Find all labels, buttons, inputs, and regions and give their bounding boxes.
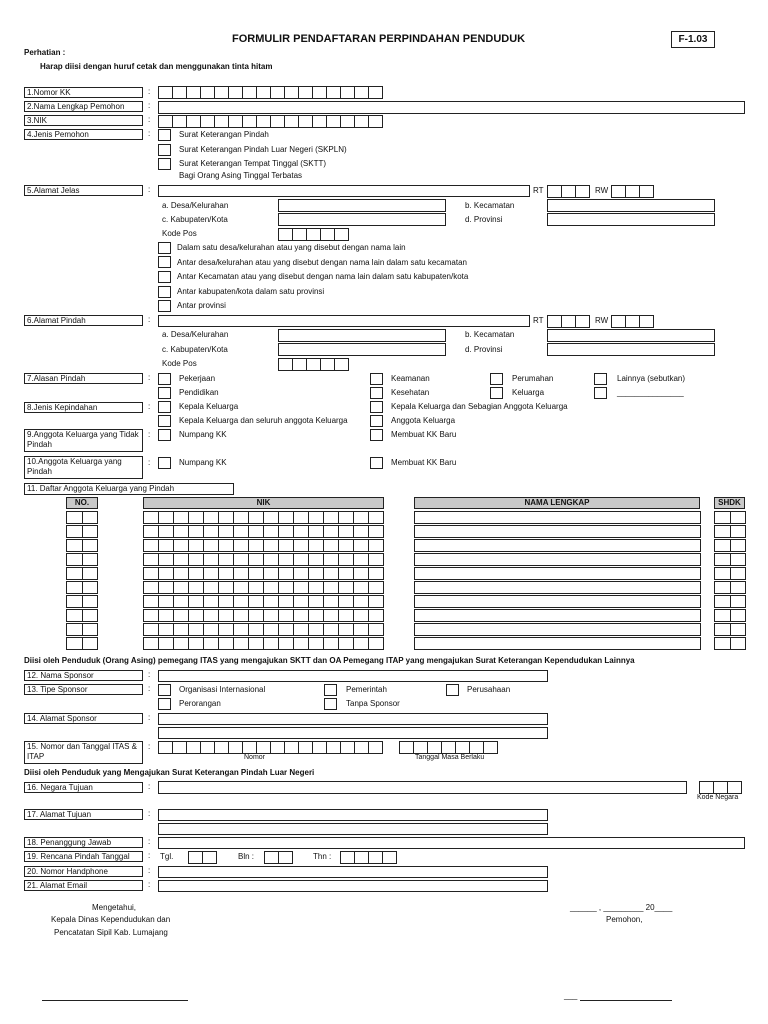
kepindahan-kk-seluruh: Kepala Keluarga dan seluruh anggota Keluarga	[179, 416, 348, 425]
label-nama-sponsor: 12. Nama Sponsor	[24, 670, 143, 681]
kecamatan-label: b. Kecamatan	[465, 330, 515, 339]
colon: :	[148, 115, 151, 124]
penanggung-jawab-input[interactable]	[158, 837, 745, 849]
colon: :	[148, 782, 151, 791]
label-jenis-kepindahan: 8.Jenis Kepindahan	[24, 402, 143, 413]
table-row-nama[interactable]	[414, 609, 700, 622]
checkbox-sktt[interactable]	[158, 158, 171, 170]
desa-pindah-input[interactable]	[278, 329, 446, 342]
nama-sponsor-input[interactable]	[158, 670, 548, 682]
sponsor-perusahaan: Perusahaan	[467, 685, 511, 694]
option-skpln: Surat Keterangan Pindah Luar Negeri (SKPLN)	[179, 145, 347, 154]
thn-label: Thn :	[313, 852, 332, 861]
notice-text: Harap diisi dengan huruf cetak dan menggunakan tinta hitam	[40, 62, 273, 71]
table-row-nama[interactable]	[414, 567, 700, 580]
checkbox-perusahaan[interactable]	[446, 684, 459, 696]
table-row-nik[interactable]	[143, 553, 383, 566]
sign-mengetahui: Mengetahui,	[92, 903, 137, 912]
foreign-heading: Diisi oleh Penduduk (Orang Asing) pemegang ITAS yang mengajukan SKTT dan OA Pemegang ITAP yang mengajukan Surat Keterangan Kependudukan Lainnya	[24, 656, 635, 665]
email-input[interactable]	[158, 880, 548, 892]
table-row-no[interactable]	[66, 609, 97, 622]
checkbox-kk[interactable]	[158, 401, 171, 413]
thn-input[interactable]	[340, 851, 396, 864]
label-anggota-pindah: 10.Anggota Keluarga yang Pindah	[24, 456, 143, 479]
table-row-nik[interactable]	[143, 595, 383, 608]
kecamatan-pindah-input[interactable]	[547, 329, 715, 342]
checkbox-klas-5[interactable]	[158, 300, 171, 312]
desa-input[interactable]	[278, 199, 446, 212]
sign-pencatatan: Pencatatan Sipil Kab. Lumajang	[54, 928, 168, 937]
kk-baru-2: Membuat KK Baru	[391, 458, 457, 467]
klas-4: Antar kabupaten/kota dalam satu provinsi	[177, 287, 325, 296]
nik-input[interactable]	[158, 115, 382, 128]
table-row-nik[interactable]	[143, 637, 383, 650]
sign-date[interactable]: ______ , _________ 20____	[570, 903, 673, 912]
itas-nomor-input[interactable]	[158, 741, 382, 754]
colon: :	[148, 670, 151, 679]
checkbox-org-internasional[interactable]	[158, 684, 171, 696]
label-jenis-pemohon: 4.Jenis Pemohon	[24, 129, 143, 140]
table-row-shdk[interactable]	[714, 553, 745, 566]
checkbox-numpang-kk-2[interactable]	[158, 457, 171, 469]
sign-kepala-dinas: Kepala Dinas Kependudukan dan	[51, 915, 171, 924]
table-row-shdk[interactable]	[714, 609, 745, 622]
colon: :	[148, 373, 151, 382]
klas-1: Dalam satu desa/kelurahan atau yang disebut dengan nama lain	[177, 243, 406, 252]
rt-label: RT	[533, 186, 544, 195]
colon: :	[148, 87, 151, 96]
rt-input[interactable]	[547, 185, 589, 198]
desa-label: a. Desa/Kelurahan	[162, 201, 229, 210]
checkbox-keluarga[interactable]	[490, 387, 503, 399]
table-row-shdk[interactable]	[714, 539, 745, 552]
kodepos-label: Kode Pos	[162, 359, 197, 368]
alasan-perumahan: Perumahan	[512, 374, 554, 383]
table-header-no: NO.	[66, 497, 98, 509]
colon: :	[148, 837, 151, 846]
nama-pemohon-input[interactable]	[158, 101, 745, 114]
label-nama-pemohon: 2.Nama Lengkap Pemohon	[24, 101, 143, 112]
sponsor-tanpa: Tanpa Sponsor	[346, 699, 400, 708]
table-header-nama: NAMA LENGKAP	[414, 497, 700, 509]
label-email: 21. Alamat Email	[24, 880, 143, 891]
label-nik: 3.NIK	[24, 115, 143, 126]
colon: :	[148, 315, 151, 324]
kecamatan-input[interactable]	[547, 199, 715, 212]
kecamatan-label: b. Kecamatan	[465, 201, 515, 210]
alamat-sponsor-input-1[interactable]	[158, 713, 548, 725]
signature-line-left	[42, 1000, 188, 1001]
table-row-no[interactable]	[66, 553, 97, 566]
colon: :	[148, 430, 151, 439]
colon: :	[148, 880, 151, 889]
kode-negara-caption: Kode Negara	[697, 794, 739, 801]
table-row-nama[interactable]	[414, 553, 700, 566]
kepindahan-anggota: Anggota Keluarga	[391, 416, 456, 425]
alasan-lainnya-line[interactable]: _______________	[617, 388, 684, 397]
rt-pindah-input[interactable]	[547, 315, 589, 328]
colon: :	[148, 129, 151, 138]
kabupaten-input[interactable]	[278, 213, 446, 226]
alasan-lainnya: Lainnya (sebutkan)	[617, 374, 686, 383]
checkbox-anggota[interactable]	[370, 415, 383, 427]
nomor-hp-input[interactable]	[158, 866, 548, 878]
bln-label: Bln :	[238, 852, 255, 861]
checkbox-skpln[interactable]	[158, 144, 171, 156]
table-row-no[interactable]	[66, 525, 97, 538]
label-negara-tujuan: 16. Negara Tujuan	[24, 782, 143, 793]
alamat-jelas-input[interactable]	[158, 185, 530, 197]
alamat-tujuan-input-1[interactable]	[158, 809, 548, 821]
klas-3: Antar Kecamatan atau yang disebut dengan nama lain dalam satu kabupaten/kota	[177, 272, 469, 281]
colon: :	[148, 809, 151, 818]
kodepos-label: Kode Pos	[162, 229, 197, 238]
checkbox-kk-baru-2[interactable]	[370, 457, 383, 469]
signature-line-right	[580, 1000, 672, 1001]
table-row-nama[interactable]	[414, 511, 700, 524]
table-row-no[interactable]	[66, 539, 97, 552]
checkbox-kk-sebagian[interactable]	[370, 401, 383, 413]
option-sktt-note: Bagi Orang Asing Tinggal Terbatas	[179, 171, 303, 180]
kabupaten-pindah-input[interactable]	[278, 343, 446, 356]
checkbox-klas-3[interactable]	[158, 271, 171, 283]
form-code-text: F-1.03	[678, 34, 708, 45]
table-row-nama[interactable]	[414, 637, 700, 650]
checkbox-kesehatan[interactable]	[370, 387, 383, 399]
colon: :	[148, 684, 151, 693]
table-row-no[interactable]	[66, 637, 97, 650]
table-row-shdk[interactable]	[714, 623, 745, 636]
sign-pemohon: Pemohon,	[606, 915, 643, 924]
numpang-kk-1: Numpang KK	[179, 430, 227, 439]
klas-5: Antar provinsi	[177, 301, 226, 310]
alamat-tujuan-input-2[interactable]	[158, 823, 548, 835]
provinsi-pindah-input[interactable]	[547, 343, 715, 356]
alamat-pindah-input[interactable]	[158, 315, 530, 327]
kepindahan-kk: Kepala Keluarga	[179, 402, 239, 411]
label-alamat-jelas: 5.Alamat Jelas	[24, 185, 143, 196]
label-nomor-hp: 20. Nomor Handphone	[24, 866, 143, 877]
checkbox-klas-1[interactable]	[158, 242, 171, 254]
label-penanggung-jawab: 18. Penanggung Jawab	[24, 837, 143, 848]
table-row-nik[interactable]	[143, 525, 383, 538]
colon: :	[148, 851, 151, 860]
checkbox-kk-baru-1[interactable]	[370, 429, 383, 441]
rt-label: RT	[533, 316, 544, 325]
kk-baru-1: Membuat KK Baru	[391, 430, 457, 439]
label-alasan-pindah: 7.Alasan Pindah	[24, 373, 143, 384]
sponsor-org: Organisasi Internasional	[179, 685, 266, 694]
table-row-nik[interactable]	[143, 539, 383, 552]
sponsor-pemerintah: Pemerintah	[346, 685, 387, 694]
klas-2: Antar desa/kelurahan atau yang disebut dengan nama lain dalam satu kecamatan	[177, 258, 467, 267]
checkbox-lainnya-2[interactable]	[594, 387, 607, 399]
label-tipe-sponsor: 13. Tipe Sponsor	[24, 684, 143, 695]
table-row-shdk[interactable]	[714, 581, 745, 594]
checkbox-klas-2[interactable]	[158, 256, 171, 268]
table-row-nama[interactable]	[414, 623, 700, 636]
form-title: FORMULIR PENDAFTARAN PERPINDAHAN PENDUDUK	[232, 33, 526, 45]
kabupaten-label: c. Kabupaten/Kota	[162, 215, 228, 224]
checkbox-tanpa-sponsor[interactable]	[324, 698, 337, 710]
table-row-no[interactable]	[66, 511, 97, 524]
alasan-keluarga: Keluarga	[512, 388, 545, 397]
checkbox-pendidikan[interactable]	[158, 387, 171, 399]
table-row-nik[interactable]	[143, 511, 383, 524]
colon: :	[148, 713, 151, 722]
desa-label: a. Desa/Kelurahan	[162, 330, 229, 339]
label-alamat-tujuan: 17. Alamat Tujuan	[24, 809, 143, 820]
table-row-no[interactable]	[66, 595, 97, 608]
checkbox-keamanan[interactable]	[370, 373, 383, 385]
table-row-shdk[interactable]	[714, 567, 745, 580]
rw-label: RW	[595, 316, 609, 325]
alasan-keamanan: Keamanan	[391, 374, 430, 383]
nomor-kk-input[interactable]	[158, 86, 382, 99]
tgl-input[interactable]	[188, 851, 216, 864]
sign-right-mark: ___	[564, 991, 578, 1000]
table-row-shdk[interactable]	[714, 637, 745, 650]
table-header-shdk: SHDK	[714, 497, 745, 509]
negara-tujuan-input[interactable]	[158, 781, 687, 794]
table-row-nama[interactable]	[414, 525, 700, 538]
numpang-kk-2: Numpang KK	[179, 458, 227, 467]
colon: :	[148, 742, 151, 751]
alasan-kesehatan: Kesehatan	[391, 388, 430, 397]
checkbox-lainnya[interactable]	[594, 373, 607, 385]
abroad-heading: Diisi oleh Penduduk yang Mengajukan Surat Keterangan Pindah Luar Negeri	[24, 768, 315, 777]
colon: :	[148, 185, 151, 194]
sponsor-perorangan: Perorangan	[179, 699, 221, 708]
itas-nomor-caption: Nomor	[244, 754, 266, 761]
checkbox-kk-seluruh[interactable]	[158, 415, 171, 427]
table-header-nik: NIK	[143, 497, 384, 509]
form-code	[671, 31, 715, 48]
alamat-sponsor-input-2[interactable]	[158, 727, 548, 739]
rw-pindah-input[interactable]	[611, 315, 653, 328]
provinsi-label: d. Provinsi	[465, 215, 503, 224]
option-sktt: Surat Keterangan Tempat Tinggal (SKTT)	[179, 159, 327, 168]
table-row-no[interactable]	[66, 581, 97, 594]
kabupaten-label: c. Kabupaten/Kota	[162, 345, 228, 354]
option-skp: Surat Keterangan Pindah	[179, 130, 269, 139]
colon: :	[148, 866, 151, 875]
bln-input[interactable]	[264, 851, 292, 864]
table-row-nik[interactable]	[143, 581, 383, 594]
table-row-shdk[interactable]	[714, 525, 745, 538]
rw-input[interactable]	[611, 185, 653, 198]
checkbox-pekerjaan[interactable]	[158, 373, 171, 385]
table-row-shdk[interactable]	[714, 511, 745, 524]
label-nomor-kk: 1.Nomor KK	[24, 87, 143, 98]
rw-label: RW	[595, 186, 609, 195]
table-row-nama[interactable]	[414, 539, 700, 552]
checkbox-klas-4[interactable]	[158, 286, 171, 298]
kepindahan-kk-sebagian: Kepala Keluarga dan Sebagian Anggota Keluarga	[391, 402, 568, 411]
table-row-no[interactable]	[66, 567, 97, 580]
colon: :	[148, 402, 151, 411]
table-row-nama[interactable]	[414, 581, 700, 594]
colon: :	[148, 101, 151, 110]
label-itas: 15. Nomor dan Tanggal ITAS & ITAP	[24, 741, 143, 764]
kodepos-pindah-input[interactable]	[278, 358, 348, 371]
alasan-pendidikan: Pendidikan	[179, 388, 219, 397]
checkbox-pemerintah[interactable]	[324, 684, 337, 696]
label-alamat-sponsor: 14. Alamat Sponsor	[24, 713, 143, 724]
table-row-nik[interactable]	[143, 623, 383, 636]
provinsi-label: d. Provinsi	[465, 345, 503, 354]
table-row-no[interactable]	[66, 623, 97, 636]
label-rencana-pindah: 19. Rencana Pindah Tanggal	[24, 851, 143, 862]
table-row-nik[interactable]	[143, 567, 383, 580]
provinsi-input[interactable]	[547, 213, 715, 226]
tgl-label: Tgl.	[160, 852, 174, 861]
checkbox-perumahan[interactable]	[490, 373, 503, 385]
checkbox-numpang-kk-1[interactable]	[158, 429, 171, 441]
label-alamat-pindah: 6.Alamat Pindah	[24, 315, 143, 326]
checkbox-perorangan[interactable]	[158, 698, 171, 710]
checkbox-skp[interactable]	[158, 129, 171, 141]
kodepos-input[interactable]	[278, 228, 348, 241]
itas-tanggal-caption: Tanggal Masa Berlaku	[415, 754, 485, 761]
table-row-shdk[interactable]	[714, 595, 745, 608]
table-row-nik[interactable]	[143, 609, 383, 622]
colon: :	[148, 458, 151, 467]
alasan-pekerjaan: Pekerjaan	[179, 374, 216, 383]
notice-label: Perhatian :	[24, 48, 66, 57]
label-anggota-tidak-pindah: 9.Anggota Keluarga yang Tidak Pindah	[24, 429, 143, 452]
table-row-nama[interactable]	[414, 595, 700, 608]
label-daftar-anggota: 11. Daftar Anggota Keluarga yang Pindah	[24, 483, 234, 495]
